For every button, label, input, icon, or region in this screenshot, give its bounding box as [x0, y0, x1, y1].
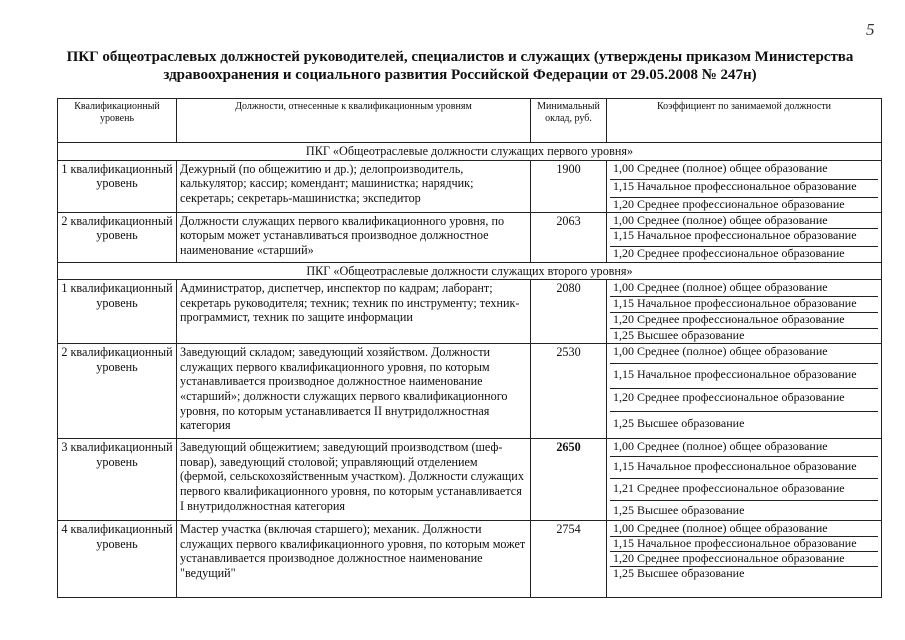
coefficient-item: 1,15 Начальное профессиональное образование [610, 229, 878, 247]
salary-cell: 2650 [531, 439, 607, 521]
coefficient-item: 1,15 Начальное профессиональное образование [610, 364, 878, 389]
coefficient-cell [607, 280, 882, 344]
group-title: ПКГ «Общеотраслевые должности служащих второго уровня» [58, 262, 882, 280]
coefficient-item: 1,20 Среднее профессиональное образование [610, 389, 878, 412]
coefficient-item: 1,00 Среднее (полное) общее образование [610, 345, 878, 364]
header-level: Квалификационный уровень [58, 99, 177, 143]
coefficient-cell [607, 344, 882, 439]
coefficient-item: 1,21 Среднее профессиональное образование [610, 479, 878, 501]
coefficient-item: 1,00 Среднее (полное) общее образование [610, 214, 878, 229]
coefficient-cell [607, 160, 882, 212]
table-header-row [58, 99, 882, 143]
document-title: ПКГ общеотраслевых должностей руководителей, специалистов и служащих (утверждены приказом Министерства здравоохранения и социального развития Российской Федерации от 29.05.2008 № 247н) [66, 49, 854, 83]
coefficient-item: 1,15 Начальное профессиональное образование [610, 537, 878, 552]
level-cell: 1 квалификационный уровень [58, 160, 177, 212]
coefficient-cell [607, 439, 882, 521]
coefficient-item: 1,15 Начальное профессиональное образование [610, 457, 878, 479]
coefficient-item: 1,15 Начальное профессиональное образование [610, 180, 878, 198]
header-coefficient: Коэффициент по занимаемой должности [607, 99, 882, 143]
salary-cell: 2530 [531, 344, 607, 439]
qualification-table [57, 98, 882, 598]
coefficient-item: 1,25 Высшее образование [613, 503, 745, 518]
coefficient-item: 1,25 Высшее образование [613, 328, 745, 343]
level-cell: 2 квалификационный уровень [58, 344, 177, 439]
coefficient-item: 1,00 Среднее (полное) общее образование [610, 440, 878, 457]
salary-cell: 2063 [531, 212, 607, 262]
positions-cell: Мастер участка (включая старшего); механик. Должности служащих первого квалификационного уровня, по которым может устанавливается производное должностное наименование "ведущий" [177, 521, 531, 598]
coefficient-item: 1,20 Среднее профессиональное образование [610, 313, 878, 329]
salary-cell: 2080 [531, 280, 607, 344]
positions-cell: Дежурный (по общежитию и др.); делопроизводитель, калькулятор; кассир; комендант; машинистка; нарядчик; секретарь; секретарь-машинистка; экспедитор [177, 160, 531, 212]
table-row [58, 439, 882, 521]
coefficient-item: 1,00 Среднее (полное) общее образование [610, 281, 878, 297]
coefficient-item: 1,20 Среднее профессиональное образование [613, 196, 845, 211]
coefficient-cell [607, 212, 882, 262]
salary-cell: 1900 [531, 160, 607, 212]
coefficient-item: 1,00 Среднее (полное) общее образование [610, 162, 878, 180]
group-row [58, 262, 882, 280]
table-row [58, 344, 882, 439]
level-cell: 4 квалификационный уровень [58, 521, 177, 598]
coefficient-item: 1,00 Среднее (полное) общее образование [610, 522, 878, 537]
group-title: ПКГ «Общеотраслевые должности служащих первого уровня» [58, 143, 882, 161]
coefficient-item: 1,15 Начальное профессиональное образование [610, 297, 878, 313]
positions-cell: Администратор, диспетчер, инспектор по кадрам; лаборант; секретарь руководителя; техник; техник по инструменту; техник-программист, техник по защите информации [177, 280, 531, 344]
table-row [58, 212, 882, 262]
coefficient-cell [607, 521, 882, 598]
page-number: 5 [866, 20, 875, 39]
table-row [58, 280, 882, 344]
header-positions: Должности, отнесенные к квалификационным уровням [177, 99, 531, 143]
level-cell: 3 квалификационный уровень [58, 439, 177, 521]
table-row [58, 521, 882, 598]
group-row [58, 143, 882, 161]
positions-cell: Заведующий общежитием; заведующий производством (шеф-повар), заведующий столовой; управляющий отделением (фермой, сельскохозяйственным участком). Должности служащих первого квалификационного уровня, по которым устанавливается I внутридолжностная категория [177, 439, 531, 521]
positions-cell: Должности служащих первого квалификационного уровня, по которым может устанавливаться производное должностное наименование «старший» [177, 212, 531, 262]
positions-cell: Заведующий складом; заведующий хозяйством. Должности служащих первого квалификационного уровня, по которым устанавливается производное должностное наименование «старший»; должности служащих первого квалификационного уровня, по которым устанавливается II внутридолжностная категория [177, 344, 531, 439]
level-cell: 2 квалификационный уровень [58, 212, 177, 262]
table-row [58, 160, 882, 212]
coefficient-item: 1,25 Высшее образование [613, 566, 745, 581]
level-cell: 1 квалификационный уровень [58, 280, 177, 344]
header-salary: Минимальный оклад, руб. [531, 99, 607, 143]
salary-cell: 2754 [531, 521, 607, 598]
coefficient-item: 1,25 Высшее образование [613, 416, 745, 431]
coefficient-item: 1,20 Среднее профессиональное образование [610, 552, 878, 567]
coefficient-item: 1,20 Среднее профессиональное образование [613, 245, 845, 260]
